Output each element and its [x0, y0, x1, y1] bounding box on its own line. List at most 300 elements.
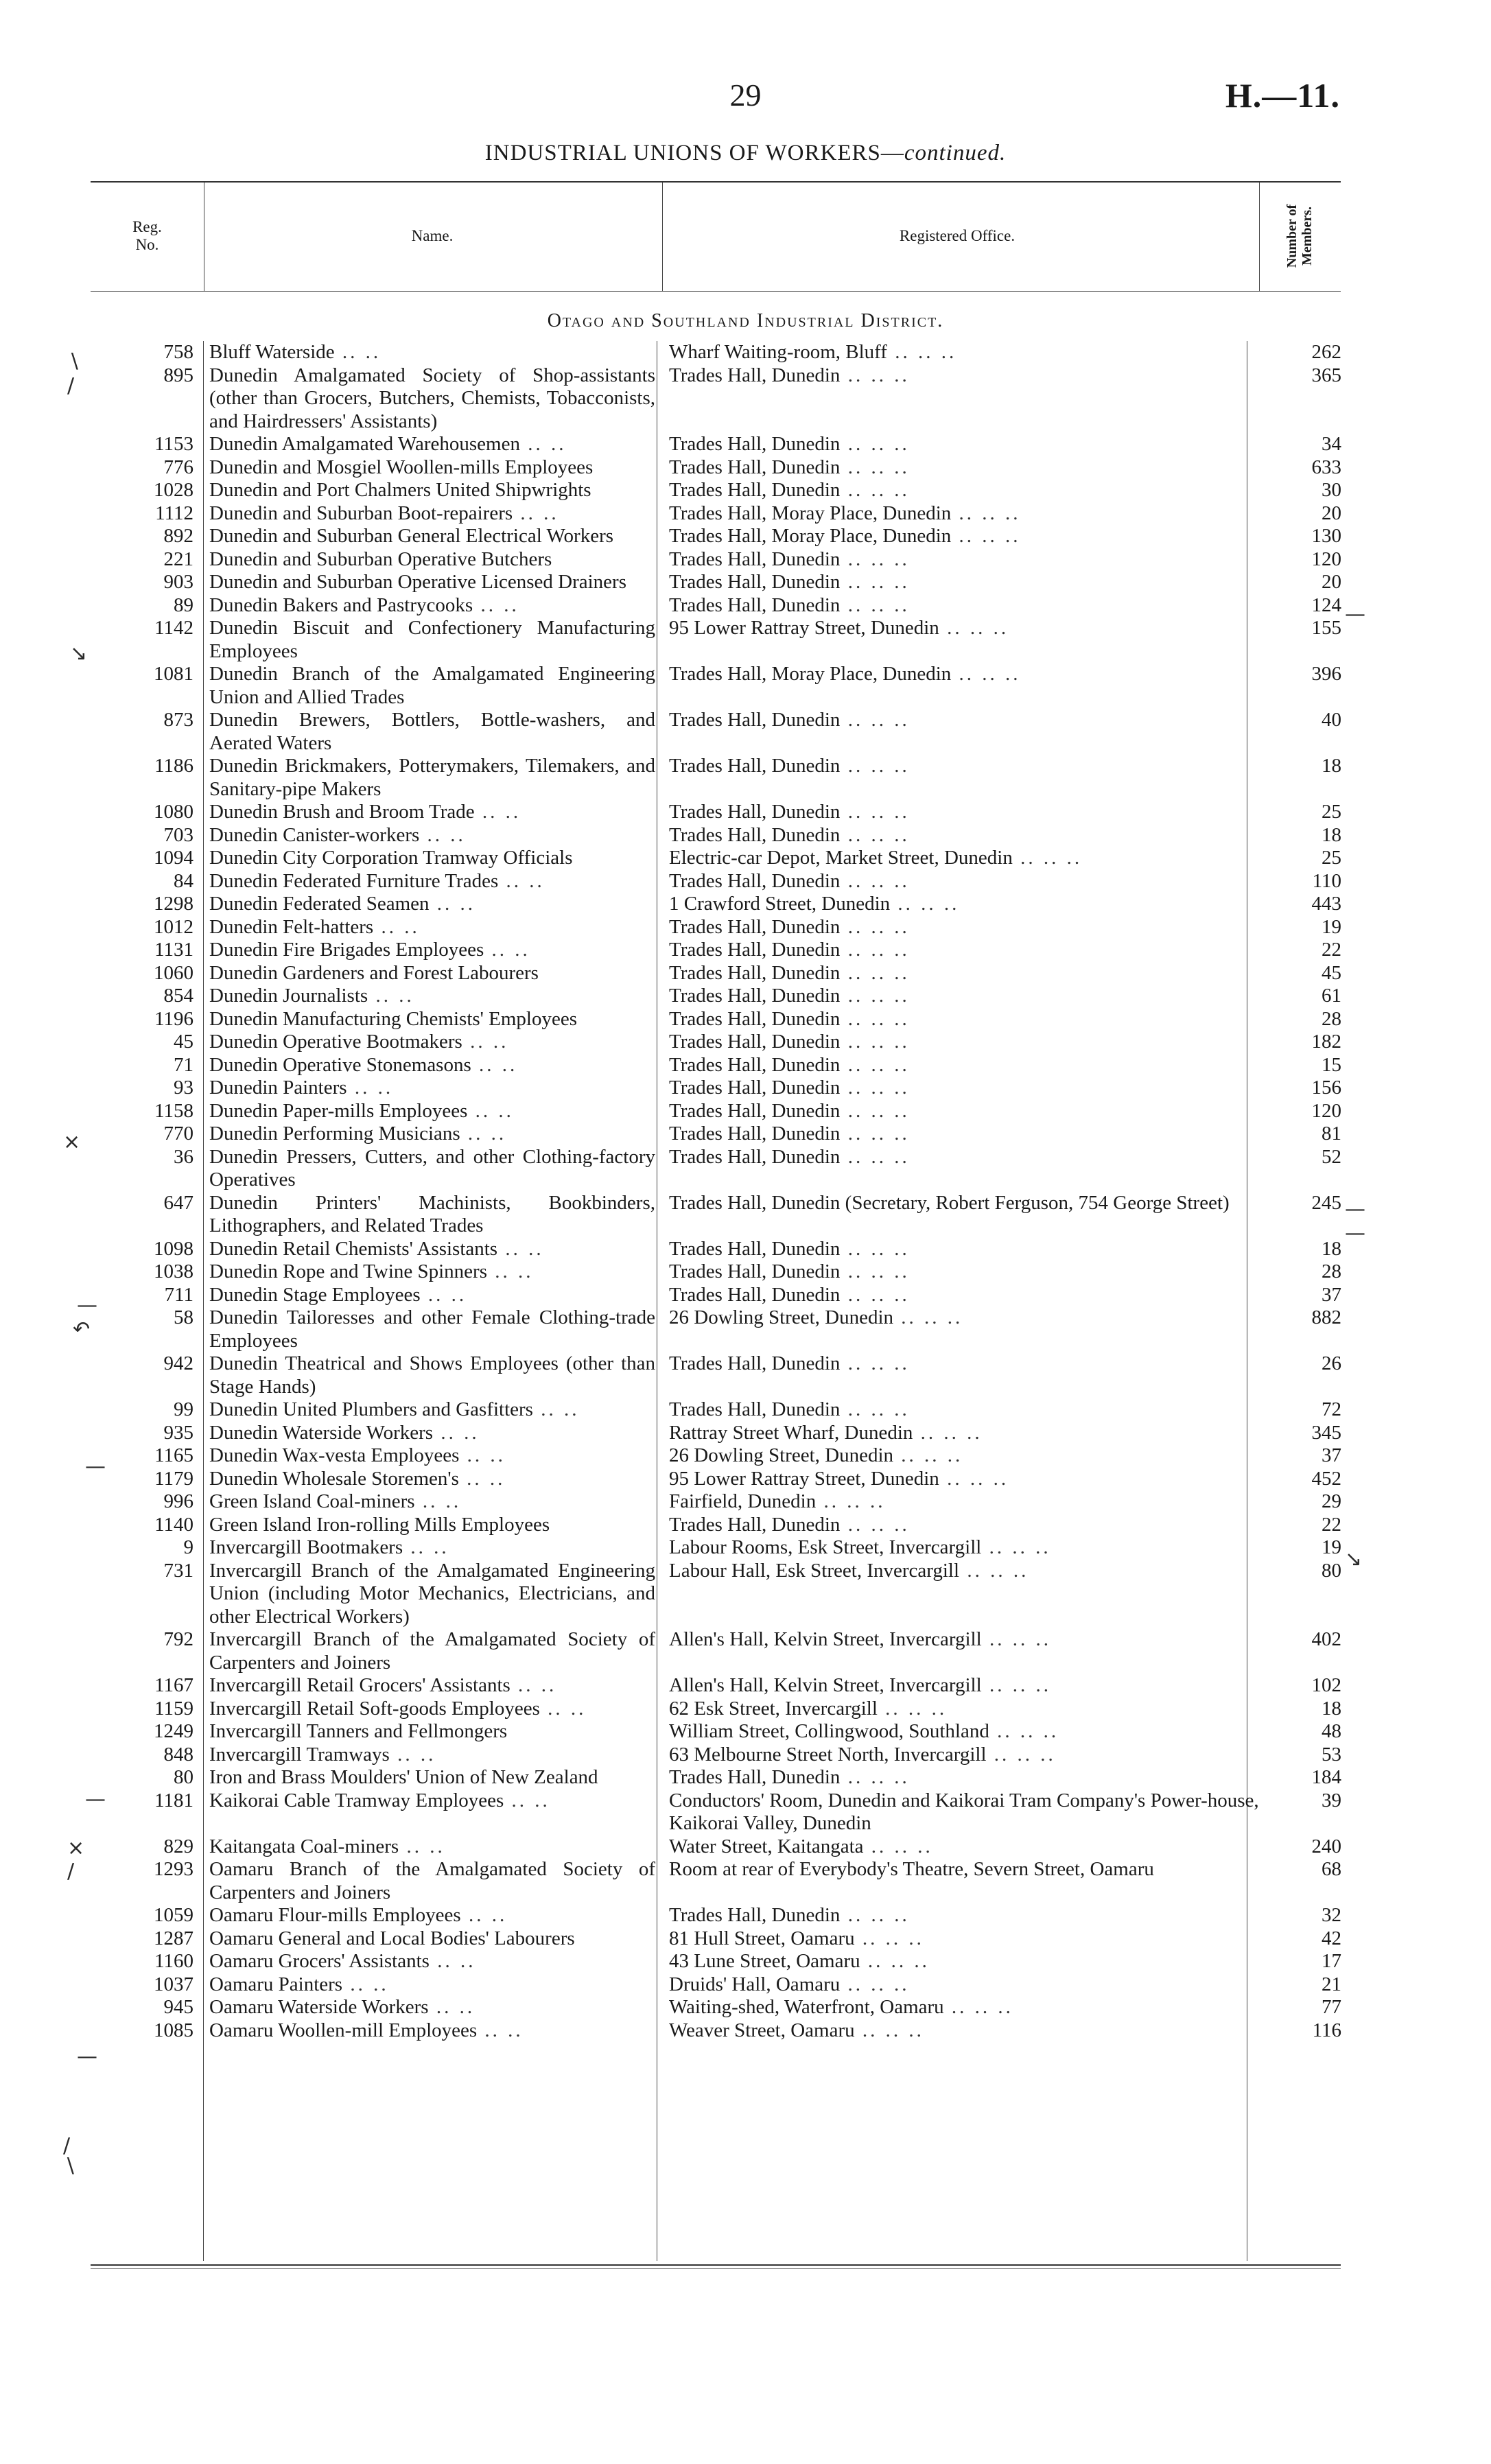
- pencil-mark-icon: —: [77, 1293, 97, 1317]
- member-count: 72: [1322, 1398, 1341, 1420]
- registered-office: Trades Hall, Dunedin: [669, 915, 841, 938]
- leader-dots: .. .. ..: [840, 915, 910, 938]
- registered-office-cell: [661, 985, 1259, 1008]
- registered-office: 26 Dowling Street, Dunedin: [669, 1444, 894, 1466]
- union-name: Dunedin Federated Furniture Trades: [209, 869, 499, 892]
- reg-number: 848: [163, 1743, 193, 1765]
- table-row: [91, 2019, 1341, 2043]
- registered-office-cell: [661, 1238, 1259, 1261]
- registered-office-cell: [661, 1536, 1259, 1560]
- union-name: Green Island Iron-rolling Mills Employees: [209, 1513, 550, 1536]
- leader-dots: .. .. ..: [890, 893, 960, 915]
- leader-dots: .. .. ..: [951, 502, 1021, 524]
- leader-dots: .. .. ..: [840, 1973, 910, 1995]
- union-name-cell: [204, 663, 661, 709]
- union-name-cell: [204, 1744, 661, 1767]
- union-name-cell: [204, 1146, 661, 1192]
- reg-number: 1249: [154, 1720, 193, 1742]
- registered-office: Fairfield, Dunedin: [669, 1490, 817, 1512]
- member-count: 29: [1322, 1490, 1341, 1512]
- reg-number: 1098: [154, 1237, 193, 1260]
- registered-office-cell: [661, 617, 1259, 663]
- leader-dots: .. ..: [474, 801, 521, 823]
- union-name: Dunedin Canister-workers: [209, 823, 420, 846]
- union-name-cell: [204, 479, 661, 502]
- union-name: Dunedin Amalgamated Society of Shop-assistants (other than Grocers, Butchers, Chemists, Tobacconists, and Hairdressers' Assistants): [209, 364, 655, 432]
- leader-dots: .. .. ..: [840, 548, 910, 570]
- leader-dots: .. .. ..: [840, 1513, 910, 1536]
- leader-dots: .. ..: [433, 1421, 480, 1444]
- table-row: [91, 1352, 1341, 1398]
- union-name: Dunedin Gardeners and Forest Labourers: [209, 961, 539, 984]
- leader-dots: .. ..: [462, 1031, 509, 1053]
- registered-office-cell: [661, 1698, 1259, 1721]
- member-count: 156: [1311, 1077, 1341, 1099]
- registered-office: Trades Hall, Dunedin: [669, 939, 841, 961]
- leader-dots: .. .. ..: [893, 1444, 963, 1466]
- leader-dots: .. .. ..: [840, 869, 910, 892]
- member-count: 345: [1311, 1421, 1341, 1444]
- member-count: 402: [1311, 1628, 1341, 1650]
- registered-office: Trades Hall, Dunedin: [669, 571, 841, 593]
- registered-office-cell: [661, 1468, 1259, 1491]
- table-row: [91, 709, 1341, 755]
- leader-dots: .. .. ..: [854, 2019, 924, 2041]
- leader-dots: .. .. ..: [943, 1996, 1013, 2018]
- leader-dots: .. ..: [497, 1237, 544, 1260]
- table-row: [91, 1444, 1341, 1468]
- registered-office-cell: [661, 1950, 1259, 1973]
- reg-number: 1298: [154, 893, 193, 915]
- registered-office-cell: [661, 893, 1259, 916]
- union-name: Dunedin Rope and Twine Spinners: [209, 1260, 487, 1282]
- table-row: [91, 1835, 1341, 1859]
- table-row: [91, 1146, 1341, 1192]
- registered-office: 63 Melbourne Street North, Invercargill: [669, 1743, 987, 1765]
- leader-dots: .. .. ..: [860, 1950, 930, 1972]
- member-count: 245: [1311, 1191, 1341, 1214]
- registered-office-cell: [661, 1352, 1259, 1398]
- leader-dots: .. .. ..: [840, 755, 910, 777]
- table-row: [91, 364, 1341, 434]
- reg-number: 71: [174, 1053, 193, 1076]
- registered-office-cell: [661, 1628, 1259, 1674]
- member-count: 120: [1311, 548, 1341, 570]
- reg-number: 1293: [154, 1858, 193, 1880]
- union-name-cell: [204, 1306, 661, 1352]
- table-row: [91, 1744, 1341, 1767]
- member-count: 19: [1322, 1536, 1341, 1558]
- leader-dots: .. .. ..: [840, 1031, 910, 1053]
- registered-office-cell: [661, 548, 1259, 572]
- leader-dots: .. ..: [498, 869, 545, 892]
- leader-dots: .. ..: [513, 502, 559, 524]
- union-name-cell: [204, 571, 661, 594]
- member-count: 25: [1322, 847, 1341, 869]
- member-count: 443: [1311, 893, 1341, 915]
- union-name: Dunedin Operative Stonemasons: [209, 1053, 471, 1076]
- reg-number: 1059: [154, 1904, 193, 1926]
- leader-dots: .. ..: [519, 433, 567, 455]
- leader-dots: .. .. ..: [913, 1421, 983, 1444]
- registered-office: Trades Hall, Dunedin: [669, 755, 841, 777]
- registered-office: Labour Hall, Esk Street, Invercargill: [669, 1559, 960, 1582]
- union-name-cell: [204, 1077, 661, 1100]
- union-name-cell: [204, 962, 661, 985]
- table-row: [91, 341, 1341, 364]
- table-row: [91, 985, 1341, 1008]
- registered-office: Trades Hall, Dunedin: [669, 1766, 841, 1788]
- member-count: 48: [1322, 1720, 1341, 1742]
- member-count: 45: [1322, 961, 1341, 984]
- reg-number: 903: [163, 571, 193, 593]
- leader-dots: .. .. ..: [840, 939, 910, 961]
- member-count: 28: [1322, 1260, 1341, 1282]
- union-name: Invercargill Branch of the Amalgamated Engineering Union (including Motor Mechanics, Electricians, and other Electrical Workers): [209, 1559, 655, 1628]
- leader-dots: .. .. ..: [840, 985, 910, 1007]
- page-number: 29: [729, 78, 762, 113]
- leader-dots: .. .. ..: [840, 1283, 910, 1306]
- union-name-cell: [204, 1054, 661, 1077]
- reg-number: 99: [174, 1398, 193, 1420]
- reg-number: 942: [163, 1352, 193, 1374]
- leader-dots: .. ..: [471, 1053, 518, 1076]
- union-name-cell: [204, 1927, 661, 1951]
- union-name-cell: [204, 1238, 661, 1261]
- column-divider: [662, 183, 663, 291]
- union-name: Invercargill Tanners and Fellmongers: [209, 1720, 508, 1742]
- union-name: Dunedin City Corporation Tramway Officials: [209, 847, 573, 869]
- registered-office-cell: [661, 916, 1259, 939]
- table-row: [91, 1973, 1341, 1997]
- reg-number: 1028: [154, 479, 193, 501]
- reg-number: 996: [163, 1490, 193, 1512]
- reg-number: 711: [164, 1283, 193, 1306]
- reg-number: 1287: [154, 1927, 193, 1949]
- registered-office: Trades Hall, Dunedin: [669, 985, 841, 1007]
- table-row: [91, 1996, 1341, 2019]
- union-name: Dunedin Performing Musicians: [209, 1123, 460, 1145]
- union-name-cell: [204, 985, 661, 1008]
- member-count: 452: [1311, 1467, 1341, 1490]
- registered-office-cell: [661, 594, 1259, 618]
- reg-number: 80: [174, 1766, 193, 1788]
- table-row: [91, 433, 1341, 456]
- member-count: 37: [1322, 1444, 1341, 1466]
- leader-dots: .. ..: [460, 1123, 507, 1145]
- leader-dots: .. .. ..: [840, 1123, 910, 1145]
- registered-office-cell: [661, 1904, 1259, 1927]
- reg-number: 58: [174, 1306, 193, 1328]
- leader-dots: .. .. ..: [840, 823, 910, 846]
- leader-dots: .. .. ..: [840, 1904, 910, 1926]
- leader-dots: .. .. ..: [893, 1306, 963, 1328]
- union-name: Dunedin Brush and Broom Trade: [209, 801, 475, 823]
- member-count: 22: [1322, 939, 1341, 961]
- table-row: [91, 870, 1341, 893]
- leader-dots: .. .. ..: [840, 709, 910, 731]
- registered-office: 26 Dowling Street, Dunedin: [669, 1306, 894, 1328]
- leader-dots: .. .. ..: [840, 433, 910, 455]
- registered-office: Trades Hall, Dunedin: [669, 1398, 841, 1420]
- union-name: Dunedin Wholesale Storemen's: [209, 1467, 459, 1490]
- registered-office: Trades Hall, Dunedin: [669, 479, 841, 501]
- union-name: Oamaru Branch of the Amalgamated Society of Carpenters and Joiners: [209, 1858, 655, 1903]
- registered-office: 43 Lune Street, Oamaru: [669, 1950, 860, 1972]
- member-count: 633: [1311, 456, 1341, 478]
- reg-number: 1140: [154, 1513, 193, 1536]
- reg-number: 854: [163, 985, 193, 1007]
- union-name-cell: [204, 1031, 661, 1054]
- registered-office: Trades Hall, Dunedin: [669, 1513, 841, 1536]
- union-name: Dunedin Retail Chemists' Assistants: [209, 1237, 498, 1260]
- table-row: [91, 594, 1341, 618]
- leader-dots: .. ..: [373, 915, 420, 938]
- registered-office-cell: [661, 1514, 1259, 1537]
- table-row: [91, 1674, 1341, 1698]
- members-header-line2: Members.: [1300, 206, 1315, 266]
- column-header-members: [1259, 183, 1341, 290]
- table-row: [91, 801, 1341, 824]
- table-row: [91, 1468, 1341, 1491]
- reg-header-line2: No.: [135, 236, 159, 253]
- reg-number: 1080: [154, 801, 193, 823]
- table-row: [91, 1927, 1341, 1951]
- union-name-cell: [204, 341, 661, 364]
- member-count: 80: [1322, 1559, 1341, 1582]
- leader-dots: .. .. ..: [986, 1743, 1056, 1765]
- union-name-cell: [204, 1398, 661, 1422]
- running-title-main: INDUSTRIAL UNIONS OF WORKERS—: [484, 141, 904, 165]
- member-count: 39: [1322, 1789, 1341, 1811]
- pencil-mark-icon: ∖: [67, 350, 81, 374]
- table-row: [91, 1238, 1341, 1261]
- member-count: 40: [1322, 709, 1341, 731]
- union-name-cell: [204, 1192, 661, 1238]
- registered-office-cell: [661, 2019, 1259, 2043]
- union-name: Dunedin and Suburban Operative Licensed Drainers: [209, 571, 626, 593]
- leader-dots: .. ..: [429, 1950, 476, 1972]
- union-name-cell: [204, 1468, 661, 1491]
- reg-number: 731: [163, 1559, 193, 1582]
- registered-office: Conductors' Room, Dunedin and Kaikorai Tram Company's Power-house, Kaikorai Valley, Dunedin: [669, 1789, 1259, 1834]
- union-name-cell: [204, 1490, 661, 1514]
- leader-dots: .. ..: [539, 1697, 587, 1720]
- registered-office-cell: [661, 1858, 1259, 1904]
- member-count: 120: [1311, 1099, 1341, 1122]
- union-name: Dunedin and Mosgiel Woollen-mills Employees: [209, 456, 594, 478]
- registered-office-cell: [661, 1927, 1259, 1951]
- table-bottom-rule-thin: [91, 2268, 1341, 2269]
- pencil-mark-icon: ∕: [63, 2134, 71, 2158]
- leader-dots: .. .. ..: [840, 1237, 910, 1260]
- table-row: [91, 1306, 1341, 1352]
- table-row: [91, 1490, 1341, 1514]
- registered-office-cell: [661, 479, 1259, 502]
- leader-dots: .. ..: [504, 1789, 550, 1811]
- registered-office: 62 Esk Street, Invercargill: [669, 1697, 878, 1720]
- registered-office: Trades Hall, Dunedin: [669, 709, 841, 731]
- registered-office: Water Street, Kaitangata: [669, 1835, 864, 1857]
- union-name: Bluff Waterside: [209, 341, 335, 363]
- table-row: [91, 1054, 1341, 1077]
- table-row: [91, 1123, 1341, 1146]
- union-name: Oamaru Grocers' Assistants: [209, 1950, 430, 1972]
- registered-office-cell: [661, 1100, 1259, 1123]
- reg-number: 1112: [155, 502, 193, 524]
- reg-number: 935: [163, 1421, 193, 1444]
- table-header-rule: [91, 291, 1341, 292]
- leader-dots: .. .. ..: [840, 1145, 910, 1168]
- union-name: Dunedin and Port Chalmers United Shipwrights: [209, 479, 591, 501]
- table-row: [91, 1904, 1341, 1927]
- leader-dots: .. .. ..: [840, 456, 910, 478]
- registered-office: Trades Hall, Dunedin: [669, 1283, 841, 1306]
- reg-number: 84: [174, 869, 193, 892]
- table-row: [91, 916, 1341, 939]
- running-title-suffix: continued.: [904, 141, 1007, 165]
- union-name: Dunedin Wax-vesta Employees: [209, 1444, 460, 1466]
- leader-dots: .. ..: [467, 1099, 514, 1122]
- member-count: 110: [1312, 869, 1341, 892]
- union-name-cell: [204, 525, 661, 548]
- reg-number: 703: [163, 823, 193, 846]
- union-name-cell: [204, 1790, 661, 1835]
- member-count: 116: [1312, 2019, 1341, 2041]
- union-name-cell: [204, 594, 661, 618]
- pencil-mark-icon: —: [1345, 1197, 1365, 1221]
- registered-office-cell: [661, 1398, 1259, 1422]
- reg-number: 776: [163, 456, 193, 478]
- reg-number: 9: [183, 1536, 193, 1558]
- column-header-reg-no: [91, 183, 204, 290]
- registered-office-cell: [661, 847, 1259, 870]
- table-row: [91, 1008, 1341, 1031]
- pencil-mark-icon: ∕: [67, 1859, 75, 1884]
- union-name: Dunedin Bakers and Pastrycooks: [209, 594, 473, 616]
- union-name-cell: [204, 364, 661, 434]
- leader-dots: .. .. ..: [981, 1674, 1051, 1696]
- registered-office: Trades Hall, Dunedin (Secretary, Robert Ferguson, 754 George Street): [669, 1191, 1230, 1214]
- union-name-cell: [204, 1100, 661, 1123]
- registered-office: Trades Hall, Dunedin: [669, 364, 841, 386]
- leader-dots: .. ..: [429, 893, 476, 915]
- union-name-cell: [204, 1422, 661, 1445]
- union-name: Oamaru General and Local Bodies' Labourers: [209, 1927, 575, 1949]
- registered-office: Trades Hall, Moray Place, Dunedin: [669, 663, 952, 685]
- member-count: 18: [1322, 755, 1341, 777]
- union-name: Dunedin Journalists: [209, 985, 368, 1007]
- reg-number: 1167: [154, 1674, 193, 1696]
- registered-office: 1 Crawford Street, Dunedin: [669, 893, 891, 915]
- pencil-mark-icon: —: [1345, 1221, 1365, 1245]
- reg-number: 1094: [154, 847, 193, 869]
- union-name: Invercargill Branch of the Amalgamated Society of Carpenters and Joiners: [209, 1628, 655, 1674]
- pencil-mark-icon: ∖: [63, 2155, 77, 2179]
- leader-dots: .. .. ..: [840, 594, 910, 616]
- member-count: 77: [1322, 1996, 1341, 2018]
- leader-dots: .. .. ..: [840, 1077, 910, 1099]
- members-header-line1: Number of: [1284, 204, 1300, 268]
- registered-office-cell: [661, 1444, 1259, 1468]
- union-name-cell: [204, 893, 661, 916]
- registered-office-cell: [661, 456, 1259, 480]
- pencil-mark-icon: ×: [67, 1836, 85, 1860]
- union-table-body: [91, 341, 1341, 2042]
- table-row: [91, 1560, 1341, 1629]
- reg-number: 1159: [154, 1697, 193, 1720]
- union-name: Oamaru Woollen-mill Employees: [209, 2019, 478, 2041]
- member-count: 18: [1322, 1697, 1341, 1720]
- leader-dots: .. ..: [473, 594, 519, 616]
- union-name: Green Island Coal-miners: [209, 1490, 415, 1512]
- pencil-mark-icon: ↘: [1345, 1547, 1363, 1571]
- leader-dots: .. ..: [420, 1283, 467, 1306]
- table-row: [91, 1720, 1341, 1744]
- union-name: Dunedin Stage Employees: [209, 1283, 421, 1306]
- union-name-cell: [204, 1123, 661, 1146]
- reg-number: 1060: [154, 961, 193, 984]
- pencil-mark-icon: ×: [63, 1130, 81, 1154]
- leader-dots: .. ..: [347, 1077, 394, 1099]
- pencil-mark-icon: ↶: [73, 1317, 91, 1341]
- union-name-cell: [204, 2019, 661, 2043]
- table-row: [91, 525, 1341, 548]
- registered-office: Trades Hall, Dunedin: [669, 456, 841, 478]
- registered-office: Rattray Street Wharf, Dunedin: [669, 1421, 913, 1444]
- union-name-cell: [204, 1904, 661, 1927]
- leader-dots: .. .. ..: [951, 525, 1021, 547]
- union-name: Dunedin Printers' Machinists, Bookbinders, Lithographers, and Related Trades: [209, 1191, 655, 1236]
- union-name-cell: [204, 939, 661, 962]
- registered-office-cell: [661, 1192, 1259, 1238]
- leader-dots: .. .. ..: [863, 1835, 933, 1857]
- member-count: 26: [1322, 1352, 1341, 1374]
- reg-number: 1142: [154, 617, 193, 639]
- registered-office: Waiting-shed, Waterfront, Oamaru: [669, 1996, 944, 2018]
- leader-dots: .. ..: [477, 2019, 524, 2041]
- reg-number: 1179: [154, 1467, 193, 1490]
- leader-dots: .. .. ..: [840, 1352, 910, 1374]
- member-count: 155: [1311, 617, 1341, 639]
- registered-office-cell: [661, 824, 1259, 847]
- table-row: [91, 1284, 1341, 1307]
- leader-dots: .. .. ..: [840, 1053, 910, 1076]
- registered-office-cell: [661, 1560, 1259, 1629]
- union-name-cell: [204, 502, 661, 526]
- registered-office: Trades Hall, Dunedin: [669, 1260, 841, 1282]
- registered-office: Trades Hall, Dunedin: [669, 1352, 841, 1374]
- table-row: [91, 1260, 1341, 1284]
- registered-office: Labour Rooms, Esk Street, Invercargill: [669, 1536, 982, 1558]
- reg-number: 1081: [154, 663, 193, 685]
- table-row: [91, 479, 1341, 502]
- reg-number: 1012: [154, 915, 193, 938]
- member-count: 240: [1311, 1835, 1341, 1857]
- union-name-cell: [204, 709, 661, 755]
- registered-office: Trades Hall, Dunedin: [669, 1123, 841, 1145]
- leader-dots: .. ..: [399, 1835, 445, 1857]
- leader-dots: .. .. ..: [816, 1490, 886, 1512]
- union-name: Dunedin Manufacturing Chemists' Employees: [209, 1007, 577, 1030]
- reg-number: 89: [174, 594, 193, 616]
- union-name: Invercargill Bootmakers: [209, 1536, 403, 1558]
- registered-office-cell: [661, 433, 1259, 456]
- pencil-mark-icon: ↘: [70, 642, 88, 666]
- union-name-cell: [204, 1835, 661, 1859]
- union-name: Invercargill Retail Grocers' Assistants: [209, 1674, 510, 1696]
- member-count: 124: [1311, 594, 1341, 616]
